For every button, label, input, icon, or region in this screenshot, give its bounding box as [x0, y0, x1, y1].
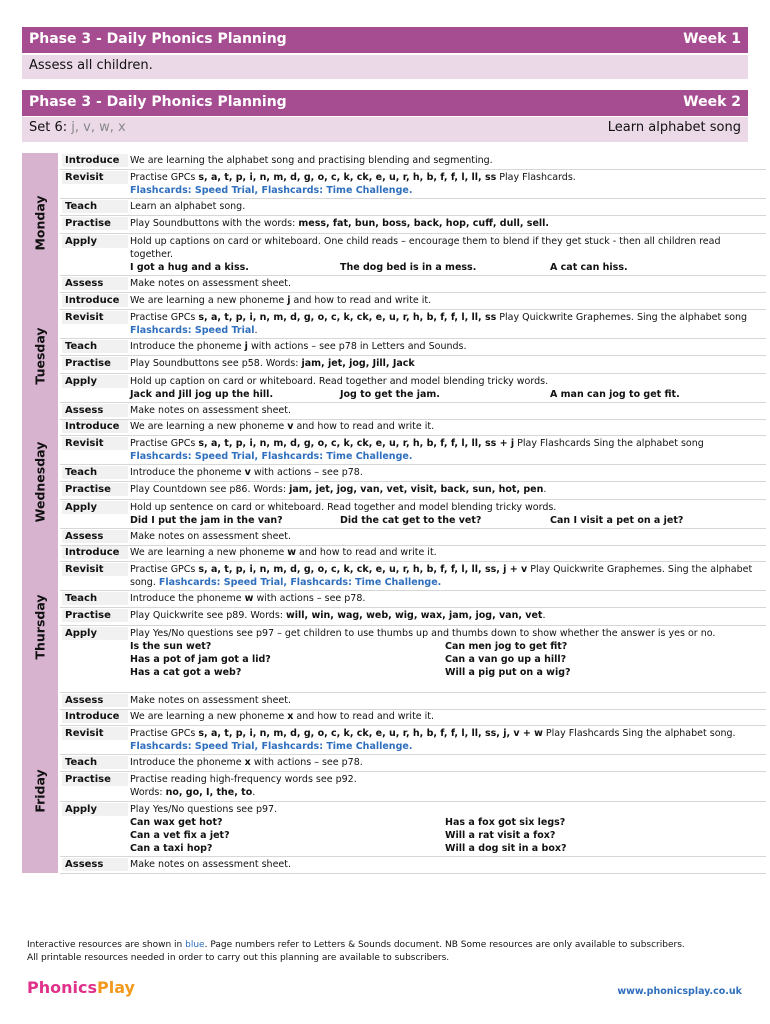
week2-set-row [22, 117, 748, 142]
thursday-assess: Assess Make notes on assessment sheet. [60, 693, 766, 710]
footer-note: Interactive resources are shown in blue. Page numbers refer to Letters & Sounds document. NB Some resources are only available to subscribers. All printable resources needed in order to carry out this planning are available to subscribers. [27, 940, 685, 963]
friday-apply: Apply Play Yes/No questions see p97. Can wax get hot? Can a vet fix a jet? Can a taxi hop? Has a fox got six legs? Will a rat visit a fox? Will a dog sit in a box? [60, 802, 766, 857]
wednesday-apply: Apply Hold up sentence on card or whiteboard. Read together and model blending tricky words. Did I put the jam in the van? Did the cat get to the vet? Can I visit a pet on a jet? [60, 500, 766, 529]
wednesday-practise: Practise Play Countdown see p86. Words: jam, jet, jog, van, vet, visit, back, sun, hot, pen. [60, 482, 766, 500]
wednesday-assess: Assess Make notes on assessment sheet. [60, 529, 766, 546]
monday-revisit: Revisit Practise GPCs s, a, t, p, i, n, m, d, g, o, c, k, ck, e, u, r, h, b, f, f, l, ll, ss Play Flashcards. Flashcards: Speed Trial, Flashcards: Time Challenge. [60, 170, 766, 199]
friday-section [22, 709, 766, 873]
flashcards-link[interactable]: Flashcards: Speed Trial, Flashcards: Time Challenge. [158, 577, 442, 588]
song-label: Learn alphabet song [607, 120, 741, 135]
tuesday-label: Tuesday [22, 293, 58, 419]
wednesday-section [22, 419, 766, 545]
thursday-revisit: Revisit Practise GPCs s, a, t, p, i, n, m, d, g, o, c, k, ck, e, u, r, h, b, f, f, l, ll, ss, j + v Play Quickwrite Graphemes. Sing the alphabet song. Flashcards: Speed Trial, Flashcards: Time Challenge. [60, 562, 766, 591]
friday-label: Friday [22, 709, 58, 873]
flashcards-link[interactable]: Flashcards: Speed Trial, Flashcards: Time Challenge. [130, 451, 413, 462]
friday-practise: Practise Practise reading high-frequency words see p92. Words: no, go, I, the, to. [60, 772, 766, 802]
week1-label: Week 1 [683, 31, 741, 47]
set-letters: j, v, w, x [71, 120, 126, 135]
week1-header [22, 27, 748, 53]
phonicsplay-logo: PhonicsPlay [27, 978, 135, 997]
thursday-section [22, 545, 766, 709]
monday-practise: Practise Play Soundbuttons with the words: mess, fat, bun, boss, back, hop, cuff, dull, sell. [60, 216, 766, 234]
thursday-introduce: Introduce We are learning a new phoneme w and how to read and write it. [60, 545, 766, 562]
thursday-apply: Apply Play Yes/No questions see p97 – get children to use thumbs up and thumbs down to show whether the answer is yes or no. Is the sun wet? Has a pot of jam got a lid? Has a cat got a web? Can men jog to get fit? Can a van go up a hill? Will a pig put on a wig? [60, 626, 766, 693]
set-label: Set 6: [29, 120, 68, 135]
wednesday-label: Wednesday [22, 419, 58, 545]
monday-label: Monday [22, 153, 58, 293]
friday-teach: Teach Introduce the phoneme x with actions – see p78. [60, 755, 766, 772]
tuesday-assess: Assess Make notes on assessment sheet. [60, 403, 766, 420]
week2-label: Week 2 [683, 94, 741, 110]
week1-note: Assess all children. [29, 58, 153, 73]
thursday-label: Thursday [22, 545, 58, 709]
flashcards-link[interactable]: Flashcards: Speed Trial [130, 325, 255, 336]
website-link[interactable]: www.phonicsplay.co.uk [617, 986, 742, 997]
monday-section [22, 153, 766, 293]
week1-title: Phase 3 - Daily Phonics Planning [29, 31, 287, 47]
thursday-practise: Practise Play Quickwrite see p89. Words: will, win, wag, web, wig, wax, jam, jog, van, vet. [60, 608, 766, 626]
week1-note-row [22, 55, 748, 79]
wednesday-revisit: Revisit Practise GPCs s, a, t, p, i, n, m, d, g, o, c, k, ck, e, u, r, h, b, f, f, l, ll, ss + j Play Flashcards Sing the alphabet song Flashcards: Speed Trial, Flashcards: Time Challenge. [60, 436, 766, 465]
wednesday-teach: Teach Introduce the phoneme v with actions – see p78. [60, 465, 766, 482]
monday-apply: Apply Hold up captions on card or whiteboard. One child reads – encourage them to blend if they get stuck - then all children read together. I got a hug and a kiss. The dog bed is in a mess. A cat can hiss. [60, 234, 766, 276]
week2-title: Phase 3 - Daily Phonics Planning [29, 94, 287, 110]
friday-introduce: Introduce We are learning a new phoneme x and how to read and write it. [60, 709, 766, 726]
flashcards-link[interactable]: Flashcards: Speed Trial, Flashcards: Time Challenge. [130, 741, 413, 752]
tuesday-introduce: Introduce We are learning a new phoneme j and how to read and write it. [60, 293, 766, 310]
thursday-teach: Teach Introduce the phoneme w with actions – see p78. [60, 591, 766, 608]
monday-introduce: Introduce We are learning the alphabet song and practising blending and segmenting. [60, 153, 766, 170]
week2-header [22, 90, 748, 116]
friday-revisit: Revisit Practise GPCs s, a, t, p, i, n, m, d, g, o, c, k, ck, e, u, r, h, b, f, f, l, ll, ss, j, v + w Play Flashcards Sing the alphabet song. Flashcards: Speed Trial, Flashcards: Time Challenge. [60, 726, 766, 755]
tuesday-section [22, 293, 766, 419]
tuesday-revisit: Revisit Practise GPCs s, a, t, p, i, n, m, d, g, o, c, k, ck, e, u, r, h, b, f, f, l, ll, ss Play Quickwrite Graphemes. Sing the alphabet song Flashcards: Speed Trial. [60, 310, 766, 339]
flashcards-link[interactable]: Flashcards: Speed Trial, Flashcards: Time Challenge. [130, 185, 413, 196]
wednesday-introduce: Introduce We are learning a new phoneme v and how to read and write it. [60, 419, 766, 436]
tuesday-teach: Teach Introduce the phoneme j with actions – see p78 in Letters and Sounds. [60, 339, 766, 356]
tuesday-apply: Apply Hold up caption on card or whiteboard. Read together and model blending tricky words. Jack and Jill jog up the hill. Jog to get the jam. A man can jog to get fit. [60, 374, 766, 403]
monday-assess: Assess Make notes on assessment sheet. [60, 276, 766, 293]
tuesday-practise: Practise Play Soundbuttons see p58. Words: jam, jet, jog, Jill, Jack [60, 356, 766, 374]
monday-teach: Teach Learn an alphabet song. [60, 199, 766, 216]
friday-assess: Assess Make notes on assessment sheet. [60, 857, 766, 874]
